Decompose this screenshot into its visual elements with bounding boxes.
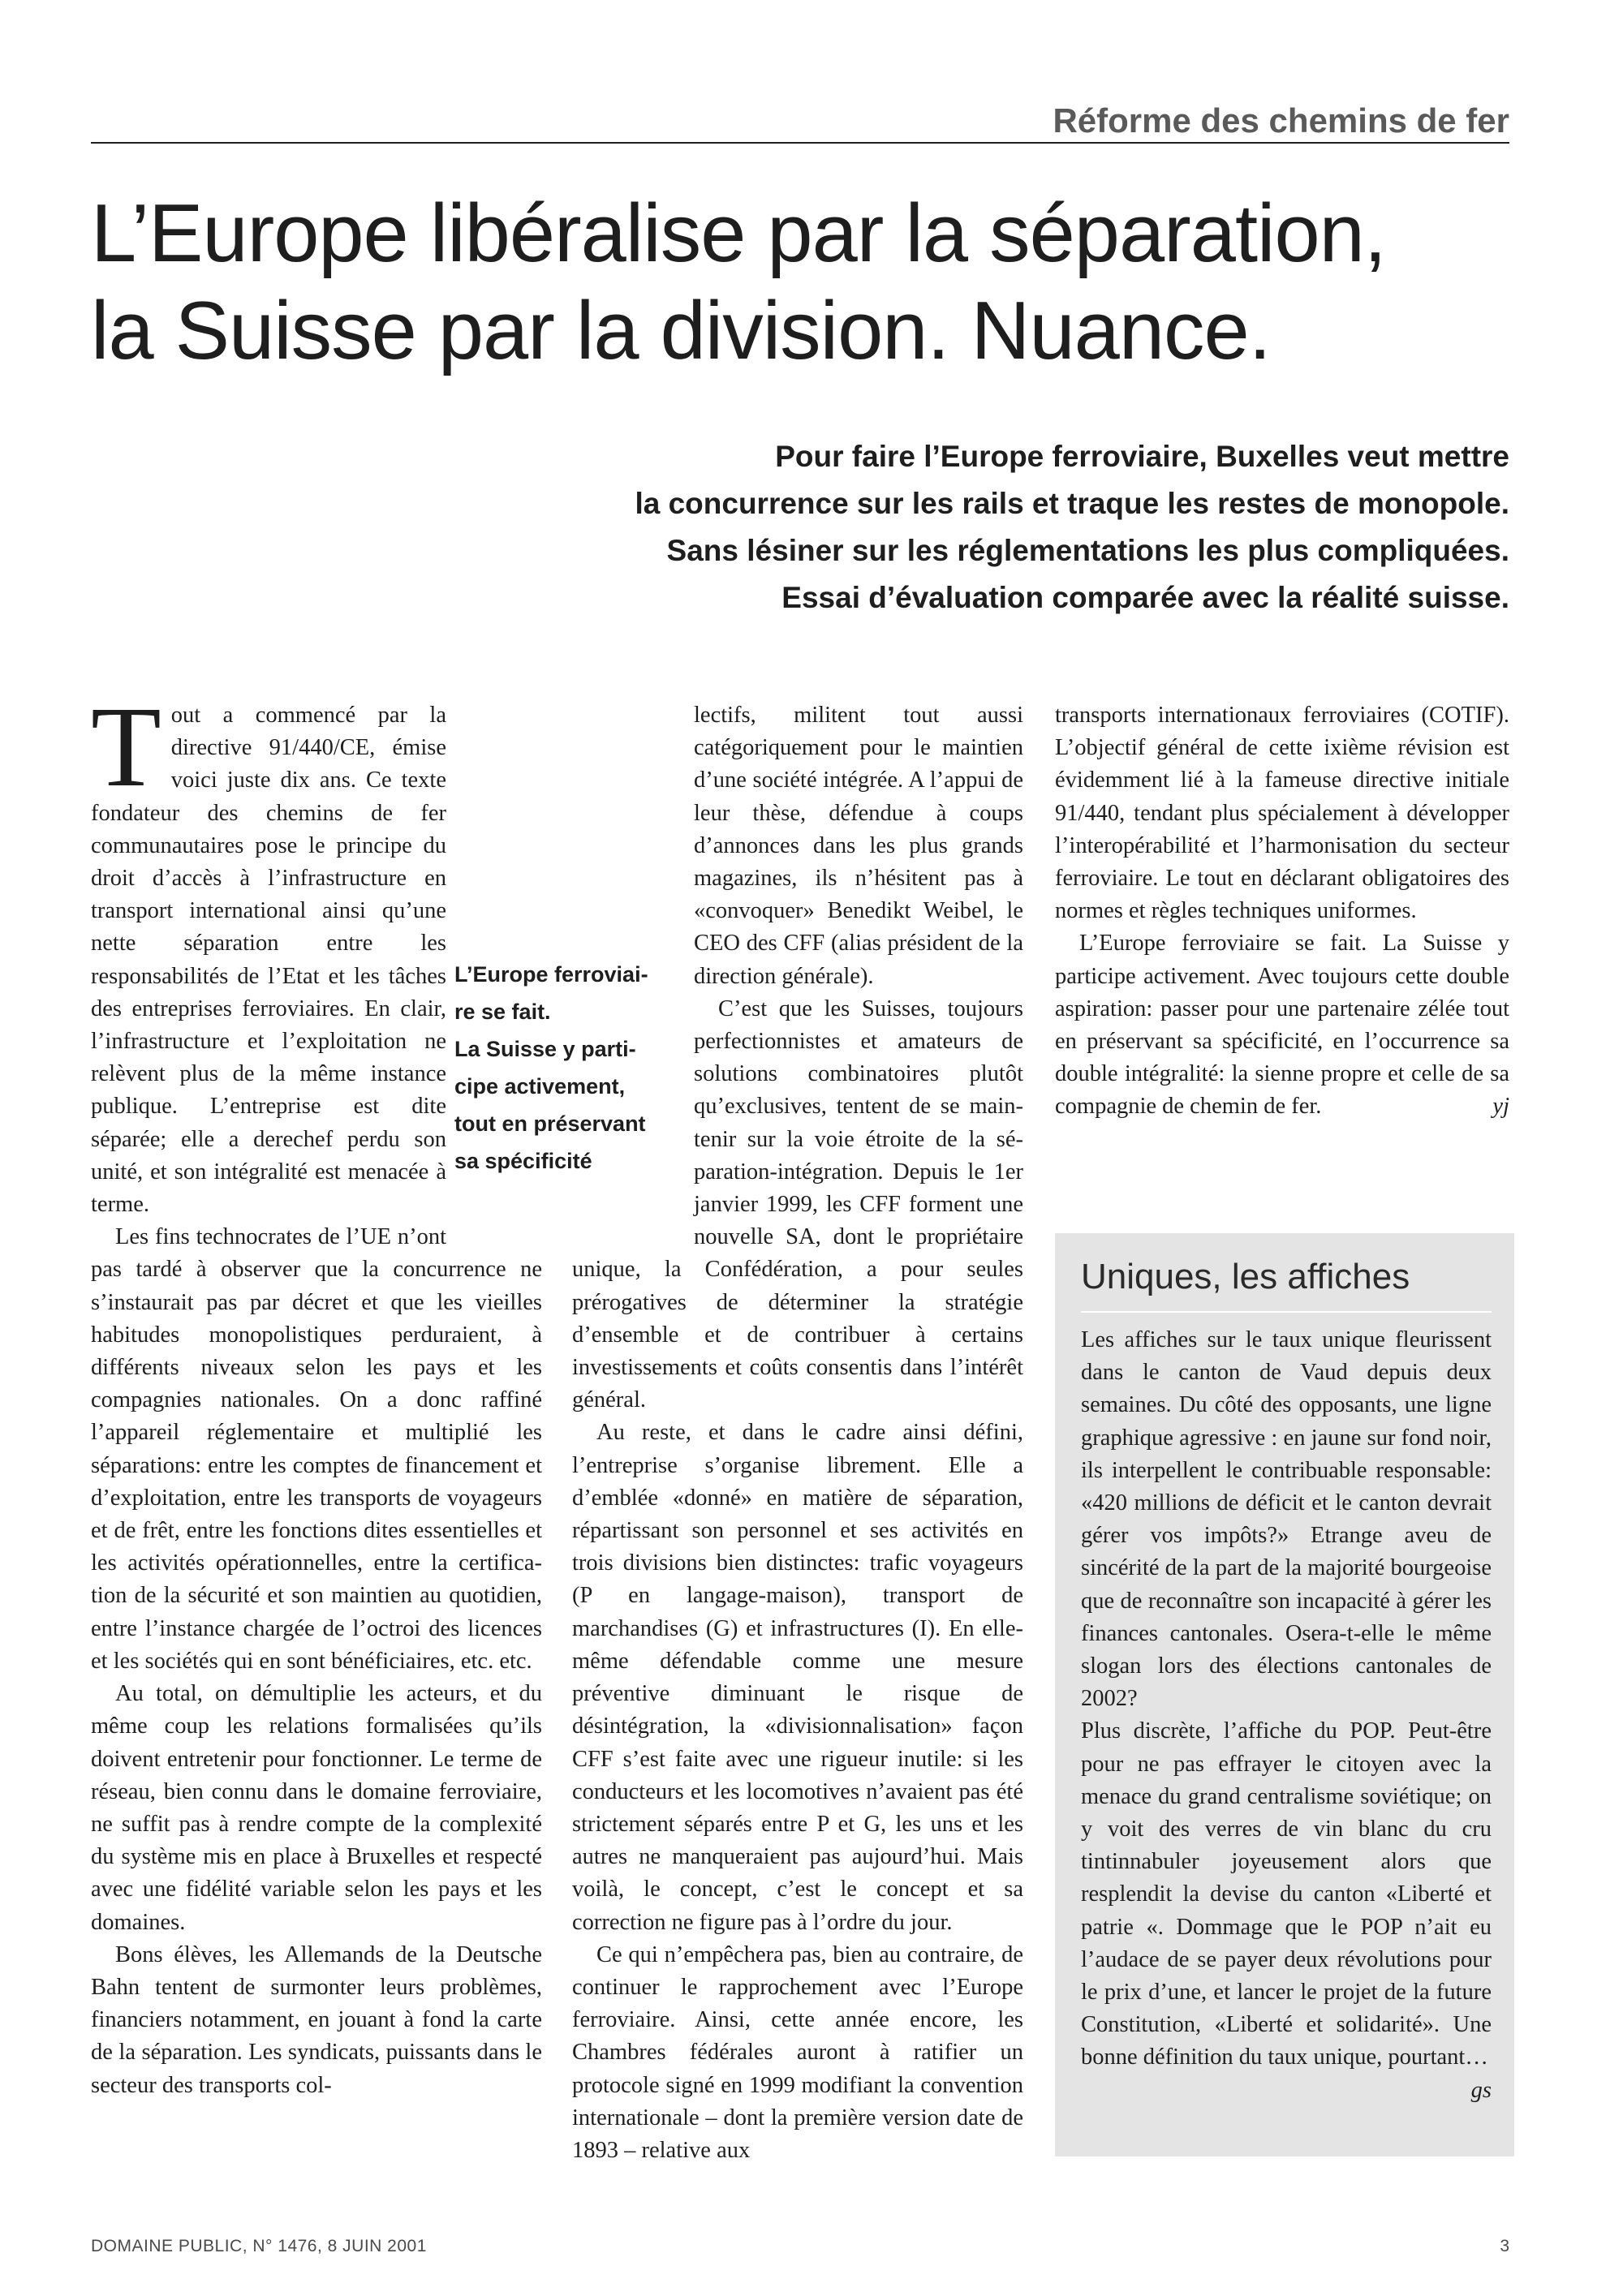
headline-line-2: la Suisse par la division. Nuance.	[91, 286, 1271, 376]
sidebar-body	[1081, 1324, 1492, 2103]
publication-footer: DOMAINE PUBLIC, N° 1476, 8 JUIN 2001	[91, 2237, 427, 2255]
article-paragraph: lectifs, militent tout aussi catégoriquement pour le maintien d’une société intégrée. A l’appui de leur thèse, défendue à coups d’annonces dans les plus grands magazines, ils n’hésitent pas à «convoquer» Benedikt Weibel, le CEO des CFF (alias président de la direction générale).	[694, 703, 1023, 989]
article-paragraph: transports internationaux ferroviaires (COTIF). L’objectif général de cette ixième révision est évidemment lié à la fameuse directive initiale 91/440, tendant plus spécialement à développer l’interopérabilité et l’harmonisation du secteur ferroviaire. Le tout en déclarant obligatoires des normes et règles techniques uniformes.	[1055, 703, 1509, 924]
article-paragraph: Bons élèves, les Allemands de la Deutsche Bahn tentent de surmonter leurs problèmes, financiers notamment, en jouant à fond la carte de la séparation. Les syndicats, puissants dans le secteur des transports col-	[91, 1941, 542, 2098]
pull-quote-line: La Suisse y parti-	[454, 1037, 636, 1061]
article-paragraph: Ce qui n’empêchera pas, bien au contraire, de continuer le rapprochement avec l’Europe ferroviaire. Ainsi, cette année encore, les Chambres fédérales auront à ratifier un protocole signé en 1999 modifiant la convention internationale – dont la première version date de 1893 – relative aux	[572, 1941, 1023, 2163]
article-paragraph: Les fins technocrates de l’UE n’ont pas tardé à observer que la concurrence ne s’instaurait pas par décret et que les vieilles habitudes monopolistiques perduraient, à différents niveaux selon les pays et les compagnies nationales. On a donc raffiné l’appareil réglementaire et multiplié les séparations: entre les comptes de financement et d’exploitation, entre les transports de voyageurs et de frêt, entre les fonctions dites essentielles et les activités opérationnelles, entre la certification de la sécurité et son maintien au quotidien, entre l’instance chargée de l’octroi des licences et les sociétés qui en sont bénéficiaires, etc. etc.	[91, 1224, 542, 1674]
pull-quote-line: re se fait.	[454, 1000, 551, 1024]
paragraph-text: Plus discrète, l’affiche du POP. Peut-être pour ne pas effrayer le citoyen avec la menace du grand centralisme soviétique; on y voit des verres de vin blanc du cru tintinnabuler joyeusement alors que resplendit la devise du canton «Liberté et patrie «. Dommage que le POP n’ait eu l’audace de se payer deux révolutions pour le prix d’une, et lancer le projet de la future Constitution, «Liberté et solidarité». Une bonne définition du taux unique, pourtant…	[1081, 1718, 1492, 2070]
author-signature: yj	[1492, 1094, 1509, 1120]
paragraph-text: L’Europe ferroviaire se fait. La Suisse y participe activement. Avec toujours cette double aspiration: passer pour une partenaire zélée tout en préservant sa spécificité, en l’occurrence sa double intégralité: la sienne propre et celle de sa compagnie de chemin de fer.	[1055, 931, 1509, 1120]
pull-quote-line: cipe activement,	[454, 1074, 626, 1099]
article-column-3	[1055, 699, 1509, 1124]
article-paragraph: Au reste, et dans le cadre ainsi défini, l’entreprise s’organise librement. Elle a d’emblée «donné» en matière de séparation, répartissant son personnel et ses activités en trois divisions bien distinctes: trafic voyageurs (P en langage-maison), transport de marchandises (G) et infrastructures (I). En elle-même défendable comme une mesure préventive diminuant le risque de désintégration, la «divisionnalisation» façon CFF s’est faite avec une rigueur inutile: si les conducteurs et les locomotives n’avaient pas été strictement séparés entre P et G, les uns et les autres ne manqueraient pas aujourd’hui. Mais voilà, le concept, c’est le concept et sa correction ne figure pas à l’ordre du jour.	[572, 1420, 1023, 1935]
article-paragraph	[1055, 927, 1509, 1123]
lede	[341, 433, 1509, 621]
sidebar-box	[1055, 1233, 1514, 2156]
article-paragraph: Au total, on démultiplie les acteurs, et du même coup les relations formalisées qu’ils doivent entretenir pour fonctionner. Le terme de réseau, bien connu dans le domaine ferroviaire, ne suffit pas à rendre compte de la complexité du système mis en place à Bruxelles et respecté avec une fidélité variable selon les pays et les domaines.	[91, 1681, 542, 1935]
section-rubric: Réforme des chemins de fer	[1053, 101, 1509, 140]
sidebar-paragraph: Les affiches sur le taux unique fleurissent dans le canton de Vaud depuis deux semaines. Du côté des opposants, une ligne graphique agressive : en jaune sur fond noir, ils interpellent le contribuable responsable: «420 millions de déficit et le canton devrait gérer vos impôts?» Etrange aveu de sincérité de la part de la majorité bourgeoise que de reconnaître son incapacité à gérer les finances cantonales. Osera-t-elle le même slogan lors des élections cantonales de 2002?	[1081, 1327, 1492, 1712]
header-rule	[91, 142, 1509, 144]
pull-quote-line: sa spécificité	[454, 1149, 592, 1173]
headline	[91, 185, 1519, 380]
sidebar-paragraph	[1081, 1715, 1492, 2103]
pull-quote-line: tout en préservant	[454, 1111, 646, 1136]
article-column-1	[91, 682, 542, 2102]
article-paragraph: C’est que les Suisses, toujours perfectionnistes et amateurs de solutions combinatoires plutôt qu’exclusives, tentent de se maintenir sur la voie étroite de la séparation-intégration. Depuis le 1er janvier 1999, les CFF forment une nouvelle SA, dont le propriétaire unique, la Confédération, a pour seules prérogatives de déterminer la stratégie d’ensemble et de contribuer à certains investissements et coûts consentis dans l’intérêt général.	[572, 995, 1023, 1413]
page-number: 3	[1500, 2237, 1509, 2255]
paragraph-text: out a commencé par la directive 91/440/CE, émise voici juste dix ans. Ce texte fondateur des chemins de fer communautaires pose le principe du droit d’accès à l’infrastructure en transport international ainsi qu’une nette séparation entre les responsabilités de l’Etat et les tâches des entreprises ferroviaires. En clair, l’infrastructure et l’exploitation ne relèvent plus de la même instance publique. L’entreprise est dite séparée; elle a derechef perdu son unité, et son intégralité est menacée à terme.	[91, 703, 446, 1218]
drop-cap: T	[91, 682, 161, 810]
pull-quote	[454, 956, 690, 1180]
article-column-2	[572, 699, 1023, 2167]
pull-quote-line: L’Europe ferroviai-	[454, 962, 648, 987]
sidebar-signature: gs	[1470, 2077, 1492, 2103]
lede-line: la concurrence sur les rails et traque les restes de monopole.	[635, 487, 1509, 520]
sidebar-title: Uniques, les affiches	[1081, 1256, 1492, 1313]
headline-line-1: L’Europe libéralise par la séparation,	[91, 188, 1386, 279]
lede-line: Essai d’évaluation comparée avec la réalité suisse.	[781, 581, 1509, 614]
lede-line: Sans lésiner sur les réglementations les plus compliquées.	[666, 534, 1509, 567]
lede-line: Pour faire l’Europe ferroviaire, Buxelles veut mettre	[775, 440, 1509, 473]
